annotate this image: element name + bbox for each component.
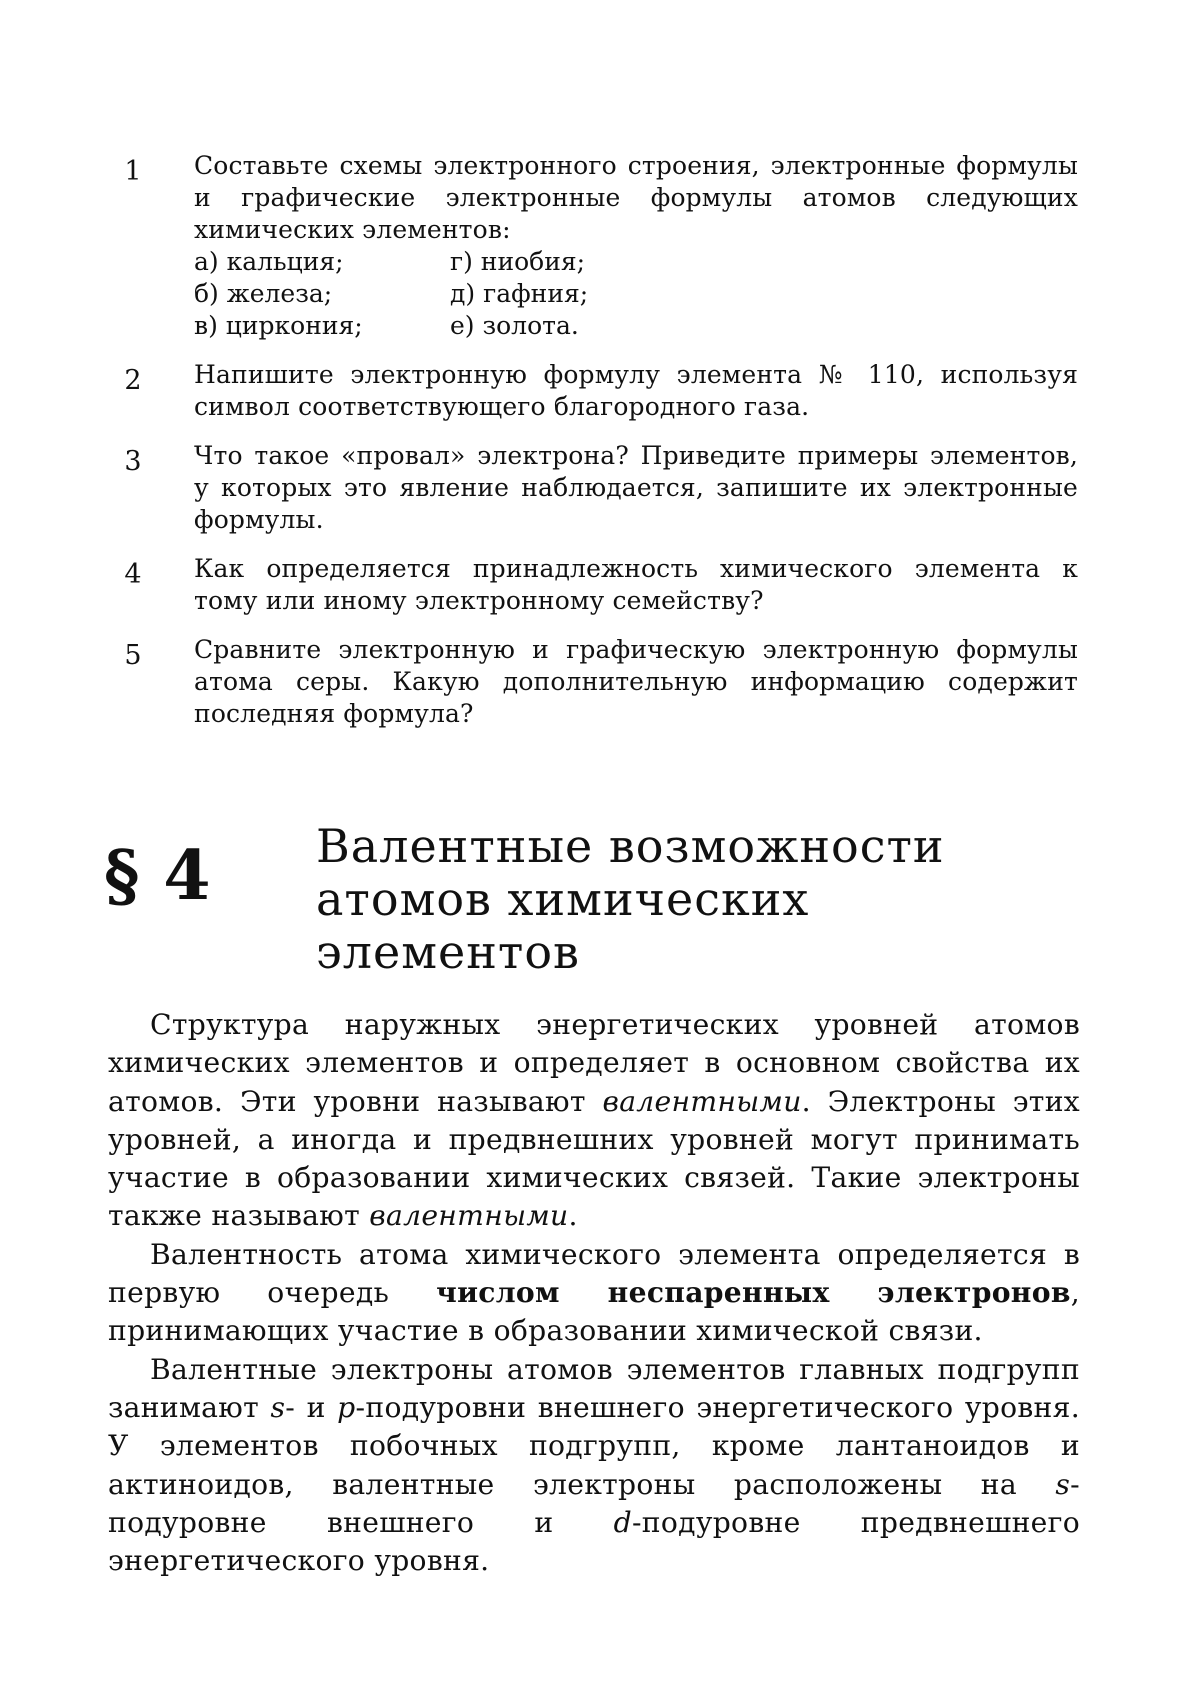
option-item: г) ниобия;: [450, 247, 586, 276]
question-text: Напишите электронную формулу элемента № 110, используя символ соответствующего благородного газа.: [194, 360, 1078, 421]
question-number: 2: [124, 365, 142, 396]
section-body: [108, 1006, 1080, 1580]
question-number: 1: [124, 156, 142, 187]
text-run: . Электроны этих уровней, а иногда и предвнешних уровней могут принимать участие в образовании химических связей. Такие электроны также называют: [108, 1084, 1080, 1233]
question-text: Что такое «провал» электрона? Приведите примеры элементов, у которых это явление наблюдается, запишите их электронные формулы.: [194, 441, 1078, 534]
text-run: Структура наружных энергетических уровней атомов химических элементов и определяет в основном свойства их атомов. Эти уровни называют: [108, 1008, 1080, 1118]
text-run: Валентность атома химического элемента определяется в первую очередь: [108, 1237, 1080, 1310]
question-text: Как определяется принадлежность химического элемента к тому или иному электронному семейству?: [194, 554, 1078, 615]
text-run: Валентные электроны атомов элементов главных подгрупп занимают: [108, 1352, 1080, 1424]
question-number: 5: [124, 640, 142, 671]
text-run: -подуровне предвнешнего энергетического уровня.: [108, 1505, 1080, 1578]
paragraph: [108, 1351, 1080, 1581]
section-title: Валентные возможности атомов химических элементов: [316, 819, 945, 979]
question-item: [118, 553, 1078, 617]
text-run: , принимающих участие в образовании химической связи.: [108, 1276, 1080, 1348]
symbol-italic: p: [337, 1390, 356, 1424]
text-run: -подуровни внешнего энергетического уровня. У элементов побочных подгрупп, кроме лантаноидов и актиноидов, валентные электроны расположены на: [108, 1390, 1080, 1501]
question-item: [118, 359, 1078, 423]
text-run: - и: [285, 1390, 338, 1424]
text-run: .: [568, 1199, 578, 1233]
option-item: б) железа;: [194, 279, 333, 308]
term-bold: числом неспаренных электронов: [436, 1276, 1071, 1310]
text-run: -подуровне внешнего и: [108, 1467, 1080, 1539]
paragraph: [108, 1006, 1080, 1236]
symbol-italic: s: [1055, 1467, 1071, 1501]
term-italic: валентными: [602, 1084, 802, 1118]
question-item: [118, 150, 1078, 342]
paragraph: [108, 1236, 1080, 1351]
question-number: 3: [124, 446, 142, 477]
question-item: [118, 440, 1078, 536]
question-item: [118, 634, 1078, 730]
question-text: Сравните электронную и графическую электронную формулы атома серы. Какую дополнительную информацию содержит последняя формула?: [194, 635, 1078, 728]
option-item: е) золота.: [450, 311, 579, 340]
symbol-italic: s: [270, 1390, 286, 1424]
question-options: [194, 246, 1078, 342]
option-item: а) кальция;: [194, 247, 344, 276]
symbol-italic: d: [613, 1505, 632, 1539]
section-number: § 4: [104, 836, 211, 916]
option-item: д) гафния;: [450, 279, 589, 308]
question-text: Составьте схемы электронного строения, электронные формулы и графические электронные формулы атомов следующих химических элементов:: [194, 151, 1078, 244]
option-item: в) циркония;: [194, 311, 363, 340]
questions-list: [118, 150, 1078, 747]
question-number: 4: [124, 559, 142, 590]
term-italic: валентными: [369, 1199, 569, 1233]
